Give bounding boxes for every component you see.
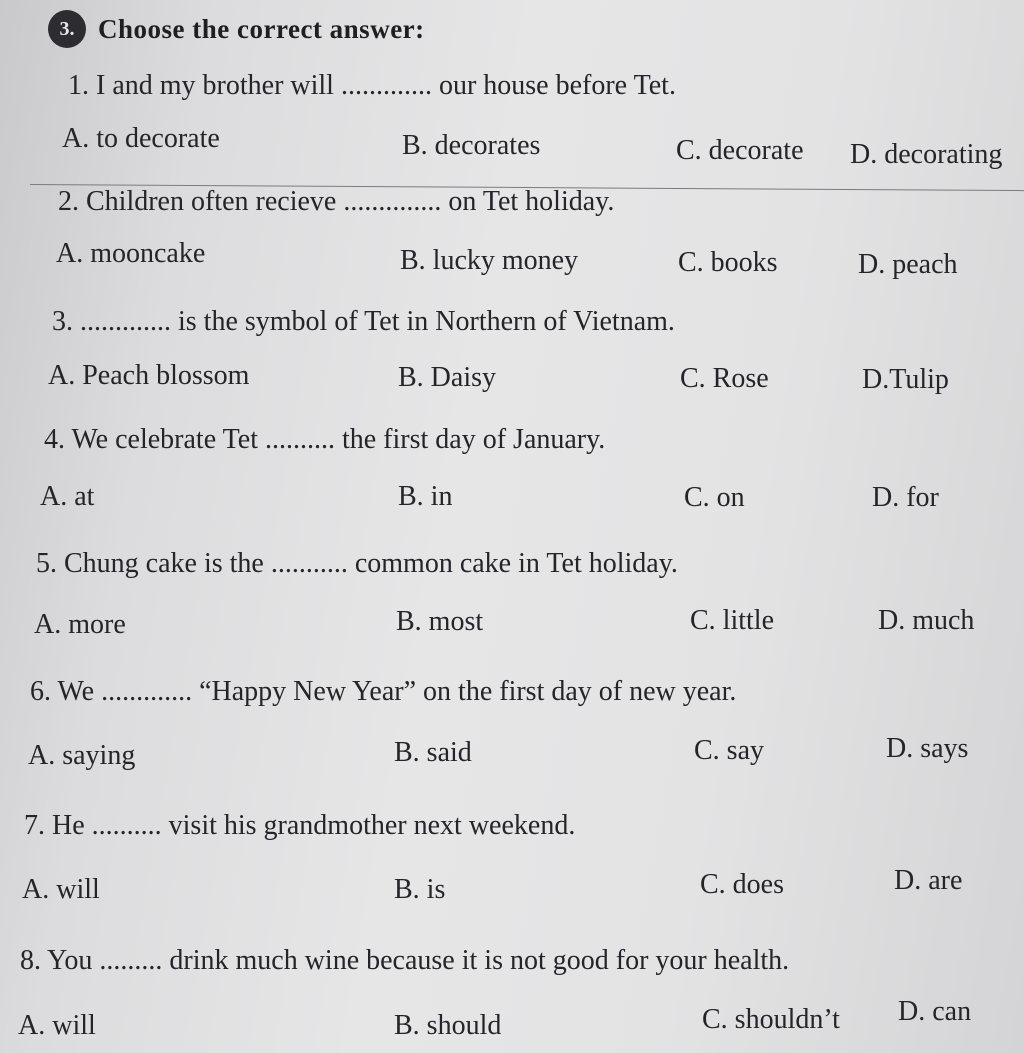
question-4-option-a[interactable]: A. at <box>40 481 95 512</box>
question-7-option-b[interactable]: B. is <box>394 874 446 905</box>
question-7-option-d[interactable]: D. are <box>894 865 963 896</box>
question-8-option-c[interactable]: C. shouldn’t <box>702 1004 840 1035</box>
question-1-option-a[interactable]: A. to decorate <box>62 123 220 154</box>
question-7-option-a[interactable]: A. will <box>22 874 100 905</box>
question-4-option-b[interactable]: B. in <box>398 481 453 512</box>
question-3-option-c[interactable]: C. Rose <box>680 363 769 394</box>
exercise-heading <box>48 10 425 48</box>
question-2-option-b[interactable]: B. lucky money <box>400 245 579 276</box>
question-8-option-a[interactable]: A. will <box>18 1010 96 1041</box>
question-1-option-c[interactable]: C. decorate <box>676 135 804 166</box>
question-3-option-a[interactable]: A. Peach blossom <box>48 360 250 391</box>
question-2-option-a[interactable]: A. mooncake <box>56 238 206 269</box>
question-6-option-c[interactable]: C. say <box>694 735 764 766</box>
question-6: 6. We ............. “Happy New Year” on the first day of new year. <box>30 676 737 707</box>
question-3-option-b[interactable]: B. Daisy <box>398 362 496 393</box>
question-3: 3. ............. is the symbol of Tet in Northern of Vietnam. <box>52 306 675 337</box>
question-5-option-b[interactable]: B. most <box>396 606 484 637</box>
question-4-option-c[interactable]: C. on <box>684 482 745 513</box>
question-5-option-d[interactable]: D. much <box>878 605 975 636</box>
question-2-option-c[interactable]: C. books <box>678 247 778 278</box>
exercise-number-badge: 3. <box>48 10 86 48</box>
question-3-option-d[interactable]: D.Tulip <box>862 364 949 395</box>
question-2: 2. Children often recieve .............. on Tet holiday. <box>58 186 615 217</box>
question-8: 8. You ......... drink much wine because it is not good for your health. <box>20 945 790 976</box>
question-5: 5. Chung cake is the ........... common cake in Tet holiday. <box>36 548 678 579</box>
question-6-option-a[interactable]: A. saying <box>28 740 136 771</box>
question-1-option-b[interactable]: B. decorates <box>402 130 541 161</box>
question-1: 1. I and my brother will ............. our house before Tet. <box>68 70 676 101</box>
question-4-option-d[interactable]: D. for <box>872 482 939 513</box>
exercise-title: Choose the correct answer: <box>98 13 425 44</box>
question-6-option-b[interactable]: B. said <box>394 737 472 768</box>
question-7-option-c[interactable]: C. does <box>700 869 784 900</box>
question-8-option-b[interactable]: B. should <box>394 1010 502 1041</box>
question-7: 7. He .......... visit his grandmother next weekend. <box>24 810 576 841</box>
question-4: 4. We celebrate Tet .......... the first day of January. <box>44 424 606 455</box>
question-5-option-a[interactable]: A. more <box>34 609 126 640</box>
question-2-option-d[interactable]: D. peach <box>858 249 958 280</box>
question-1-option-d[interactable]: D. decorating <box>850 139 1003 170</box>
question-5-option-c[interactable]: C. little <box>690 605 774 636</box>
question-6-option-d[interactable]: D. says <box>886 733 969 764</box>
question-8-option-d[interactable]: D. can <box>898 996 972 1027</box>
